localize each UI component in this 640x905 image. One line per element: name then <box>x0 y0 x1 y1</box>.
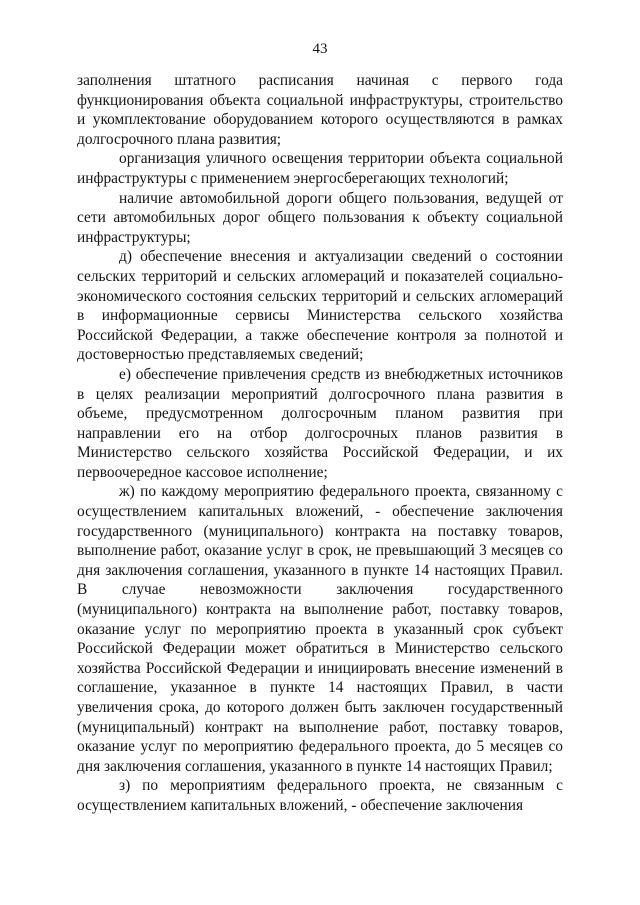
document-body <box>77 71 563 816</box>
page-number: 43 <box>312 41 328 57</box>
paragraph-item-zh: ж) по каждому мероприятию федерального проекта, связанному с осуществлением капитальных вложений, - обеспечение заключения государственного (муниципального) контракта на поставку товаров, выполнение работ, оказание услуг в срок, не превышающий 3 месяцев со дня заключения соглашения, указанного в пункте 14 настоящих Правил. В случае невозможности заключения государственного (муниципального) контракта на выполнение работ, поставку товаров, оказание услуг по мероприятию проекта в указанный срок субъект Российской Федерации может обратиться в Министерство сельского хозяйства Российской Федерации и инициировать внесение изменений в соглашение, указанное в пункте 14 настоящих Правил, в части увеличения срока, до которого должен быть заключен государственный (муниципальный) контракт на выполнение работ, поставку товаров, оказание услуг по мероприятию федерального проекта, до 5 месяцев со дня заключения соглашения, указанного в пункте 14 настоящих Правил; <box>77 483 563 775</box>
paragraph-item-d: д) обеспечение внесения и актуализации сведений о состоянии сельских территорий и сельских агломераций и показателей социально-экономического состояния сельских территорий и сельских агломераций в информационные сервисы Министерства сельского хозяйства Российской Федерации, а также обеспечение контроля за полнотой и достоверностью представляемых сведений; <box>77 248 563 364</box>
paragraph-item-z: з) по мероприятиям федерального проекта, не связанным с осуществлением капитальных вложений, - обеспечение заключения <box>77 777 563 814</box>
paragraph-road-access: наличие автомобильной дороги общего пользования, ведущей от сети автомобильных дорог общего пользования к объекту социальной инфраструктуры; <box>77 189 563 246</box>
paragraph-street-lighting: организация уличного освещения территории объекта социальной инфраструктуры с применением энергосберегающих технологий; <box>77 150 563 187</box>
paragraph-item-e: е) обеспечение привлечения средств из внебюджетных источников в целях реализации мероприятий долгосрочного плана развития в объеме, предусмотренном долгосрочным планом развития при направлении его на отбор долгосрочных планов развития в Министерство сельского хозяйства Российской Федерации, и их первоочередное кассовое исполнение; <box>77 365 563 481</box>
paragraph-continuation: заполнения штатного расписания начиная с первого года функционирования объекта социальной инфраструктуры, строительство и укомплектование оборудованием которого осуществляются в рамках долгосрочного плана развития; <box>77 72 563 148</box>
